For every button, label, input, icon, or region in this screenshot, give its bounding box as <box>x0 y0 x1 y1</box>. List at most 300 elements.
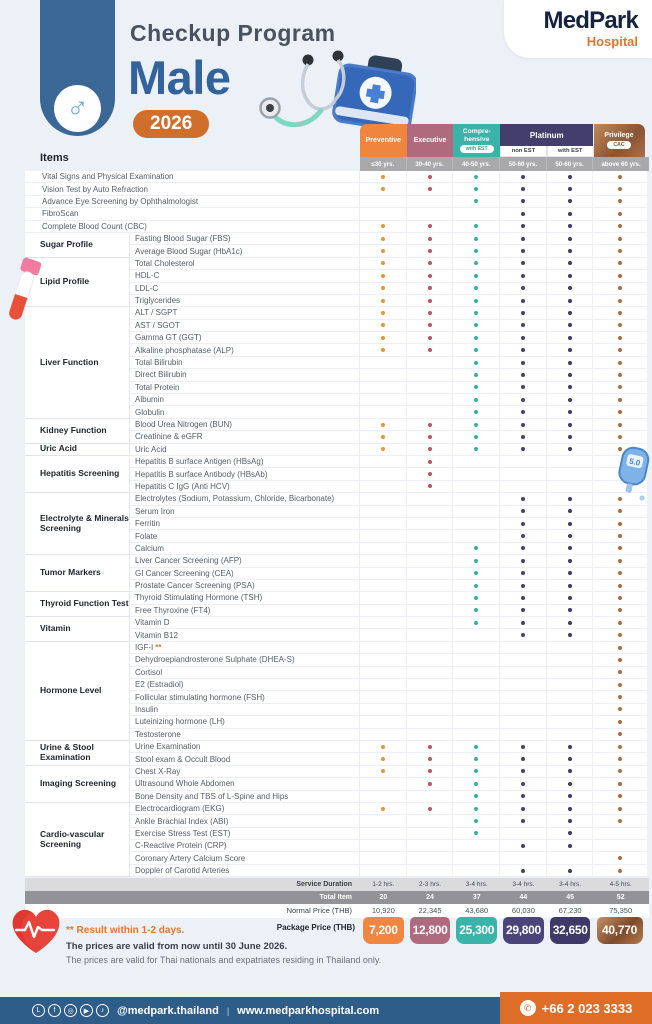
inclusion-cell <box>500 852 547 864</box>
gender-ribbon <box>40 0 115 136</box>
youtube-icon[interactable]: ▶ <box>80 1004 93 1017</box>
inclusion-cell <box>407 679 454 691</box>
inclusion-cell <box>593 803 648 815</box>
included-dot <box>521 187 525 191</box>
included-dot <box>618 175 622 179</box>
item-name: Vision Test by Auto Refraction <box>25 183 360 195</box>
inclusion-cell <box>407 456 454 468</box>
included-dot <box>618 683 622 687</box>
inclusion-cell <box>500 865 547 877</box>
inclusion-cell <box>500 555 547 567</box>
logo-subtitle: Hospital <box>586 34 638 49</box>
included-dot <box>474 559 478 563</box>
included-dot <box>521 807 525 811</box>
platinum-with-est-subheader: with EST <box>547 146 594 157</box>
inclusion-cell <box>500 629 547 641</box>
inclusion-cell <box>407 642 454 654</box>
inclusion-cell <box>453 245 500 257</box>
included-dot <box>381 237 385 241</box>
inclusion-cell <box>593 183 648 195</box>
inclusion-cell <box>407 171 454 183</box>
column-header-platinum <box>500 124 593 146</box>
inclusion-cell <box>500 580 547 592</box>
included-dot <box>618 336 622 340</box>
inclusion-cell <box>593 543 648 555</box>
inclusion-cell <box>453 766 500 778</box>
glucose-value: 5.0 <box>628 456 642 468</box>
inclusion-cell <box>453 444 500 456</box>
included-dot <box>474 311 478 315</box>
duration-value: 4-5 hrs. <box>609 881 632 888</box>
normal-price-value: 60,030 <box>511 906 535 916</box>
included-dot <box>521 175 525 179</box>
inclusion-cell <box>500 183 547 195</box>
inclusion-cell <box>453 208 500 220</box>
inclusion-cell <box>500 295 547 307</box>
included-dot <box>474 175 478 179</box>
included-dot <box>568 497 572 501</box>
included-dot <box>618 571 622 575</box>
inclusion-cell <box>360 803 407 815</box>
duration-value: 3-4 hrs. <box>512 881 535 888</box>
included-dot <box>618 670 622 674</box>
inclusion-cell <box>453 493 500 505</box>
included-dot <box>428 348 432 352</box>
included-dot <box>428 175 432 179</box>
duration-value: 1-2 hrs. <box>372 881 395 888</box>
inclusion-cell <box>593 580 648 592</box>
item-name: Luteinizing hormone (LH) <box>130 716 360 728</box>
inclusion-cell <box>500 716 547 728</box>
inclusion-cell <box>407 431 454 443</box>
inclusion-cell <box>407 493 454 505</box>
item-name: Total Bilirubin <box>130 357 360 369</box>
age-range-row <box>360 157 649 171</box>
item-name: Doppler of Carotid Arteries <box>130 865 360 877</box>
inclusion-cell <box>593 865 648 877</box>
included-dot <box>568 447 572 451</box>
inclusion-cell <box>407 283 454 295</box>
included-dot <box>568 571 572 575</box>
inclusion-cell <box>453 716 500 728</box>
inclusion-cell <box>500 791 547 803</box>
included-dot <box>618 398 622 402</box>
platinum-subcolumns <box>500 146 593 157</box>
included-dot <box>428 807 432 811</box>
included-dot <box>568 336 572 340</box>
inclusion-cell <box>360 506 407 518</box>
inclusion-cell <box>593 258 648 270</box>
inclusion-cell <box>500 506 547 518</box>
column-label: Compre- <box>462 128 491 136</box>
included-dot <box>521 782 525 786</box>
inclusion-cell <box>453 828 500 840</box>
included-dot <box>618 249 622 253</box>
inclusion-cell <box>547 865 594 877</box>
inclusion-cell <box>500 221 547 233</box>
inclusion-cell <box>593 691 648 703</box>
cac-badge: CAC <box>607 141 630 149</box>
inclusion-cell <box>360 791 407 803</box>
inclusion-cell <box>500 828 547 840</box>
inclusion-cell <box>593 555 648 567</box>
inclusion-cell <box>500 369 547 381</box>
inclusion-cell <box>360 518 407 530</box>
inclusion-cell <box>407 258 454 270</box>
inclusion-cell <box>593 729 648 741</box>
inclusion-cell <box>593 852 648 864</box>
included-dot <box>568 261 572 265</box>
inclusion-cell <box>453 357 500 369</box>
included-dot <box>428 261 432 265</box>
inclusion-cell <box>593 295 648 307</box>
inclusion-cell <box>500 245 547 257</box>
inclusion-cell <box>593 716 648 728</box>
included-dot <box>428 484 432 488</box>
inclusion-cell <box>593 171 648 183</box>
included-dot <box>381 336 385 340</box>
inclusion-cell <box>360 828 407 840</box>
inclusion-cell <box>593 394 648 406</box>
inclusion-cell <box>453 803 500 815</box>
included-dot <box>474 261 478 265</box>
inclusion-cell <box>547 270 594 282</box>
inclusion-cell <box>500 766 547 778</box>
package-price-platinum-non-est: 29,800 <box>503 917 544 944</box>
included-dot <box>381 447 385 451</box>
total-item-label: Total Item <box>319 894 352 901</box>
included-dot <box>474 398 478 402</box>
item-name: Creatinine & eGFR <box>130 431 360 443</box>
included-dot <box>521 509 525 513</box>
website-url[interactable]: www.medparkhospital.com <box>237 1004 380 1017</box>
inclusion-cell <box>453 654 500 666</box>
included-dot <box>381 323 385 327</box>
validity-note: The prices are valid from now until 30 June 2026. <box>66 941 288 952</box>
item-name: Coronary Artery Calcium Score <box>130 852 360 864</box>
included-dot <box>381 757 385 761</box>
inclusion-cell <box>547 803 594 815</box>
inclusion-cell <box>360 530 407 542</box>
inclusion-cell <box>547 555 594 567</box>
inclusion-cell <box>360 654 407 666</box>
normal-price-value: 67,230 <box>558 906 582 916</box>
inclusion-cell <box>453 394 500 406</box>
inclusion-cell <box>407 270 454 282</box>
inclusion-cell <box>360 419 407 431</box>
inclusion-cell <box>547 791 594 803</box>
phone-contact[interactable] <box>500 992 652 1024</box>
item-name: Dehydroepiandrosterone Sulphate (DHEA-S) <box>130 654 360 666</box>
inclusion-cell <box>453 221 500 233</box>
inclusion-cell <box>407 196 454 208</box>
inclusion-cell <box>360 691 407 703</box>
included-dot <box>474 423 478 427</box>
included-dot <box>521 757 525 761</box>
inclusion-cell <box>547 741 594 753</box>
inclusion-cell <box>547 493 594 505</box>
item-name: Calcium <box>130 543 360 555</box>
inclusion-cell <box>407 605 454 617</box>
included-dot <box>521 274 525 278</box>
inclusion-cell <box>593 642 648 654</box>
item-name: Fasting Blood Sugar (FBS) <box>130 233 360 245</box>
inclusion-cell <box>360 543 407 555</box>
instagram-icon[interactable]: ◎ <box>64 1004 77 1017</box>
inclusion-cell <box>547 245 594 257</box>
inclusion-cell <box>547 506 594 518</box>
inclusion-cell <box>360 840 407 852</box>
inclusion-cell <box>593 667 648 679</box>
phone-number[interactable]: +66 2 023 3333 <box>541 1000 633 1016</box>
inclusion-cell <box>453 431 500 443</box>
inclusion-cell <box>360 196 407 208</box>
inclusion-cell <box>407 245 454 257</box>
included-dot <box>521 373 525 377</box>
included-dot <box>521 447 525 451</box>
included-dot <box>568 769 572 773</box>
phone-icon: ✆ <box>520 1000 536 1016</box>
inclusion-cell <box>407 357 454 369</box>
included-dot <box>521 497 525 501</box>
inclusion-cell <box>360 617 407 629</box>
footnote-asterisks: ** <box>155 643 162 653</box>
inclusion-cell <box>360 852 407 864</box>
included-dot <box>568 224 572 228</box>
included-dot <box>521 769 525 773</box>
package-price-executive: 12,800 <box>410 917 451 944</box>
included-dot <box>521 794 525 798</box>
included-dot <box>618 745 622 749</box>
tiktok-icon[interactable]: ♪ <box>96 1004 109 1017</box>
group-label: Urine & Stool Examination <box>25 741 130 766</box>
included-dot <box>618 707 622 711</box>
social-handle[interactable]: @medpark.thailand <box>117 1004 219 1017</box>
included-dot <box>474 224 478 228</box>
item-name: IGF-I ** <box>130 642 360 654</box>
inclusion-cell <box>547 654 594 666</box>
glucose-meter-icon <box>618 446 650 506</box>
item-name: Direct Bilirubin <box>130 369 360 381</box>
included-dot <box>568 534 572 538</box>
included-dot <box>568 286 572 290</box>
inclusion-cell <box>547 828 594 840</box>
included-dot <box>428 447 432 451</box>
item-name: Uric Acid <box>130 444 360 456</box>
inclusion-cell <box>407 629 454 641</box>
inclusion-cell <box>360 815 407 827</box>
inclusion-cell <box>360 208 407 220</box>
inclusion-cell <box>547 543 594 555</box>
included-dot <box>381 769 385 773</box>
inclusion-cell <box>593 766 648 778</box>
included-dot <box>521 361 525 365</box>
inclusion-cell <box>547 518 594 530</box>
included-dot <box>474 348 478 352</box>
included-dot <box>428 299 432 303</box>
inclusion-cell <box>453 344 500 356</box>
inclusion-cell <box>453 580 500 592</box>
included-dot <box>474 373 478 377</box>
inclusion-cell <box>500 357 547 369</box>
included-dot <box>568 212 572 216</box>
inclusion-cell <box>500 493 547 505</box>
platinum-non-est-subheader: non EST <box>500 146 547 157</box>
inclusion-cell <box>547 208 594 220</box>
normal-price-value: 10,920 <box>371 906 395 916</box>
item-name: AST / SGOT <box>130 320 360 332</box>
included-dot <box>381 745 385 749</box>
included-dot <box>568 869 572 873</box>
included-dot <box>618 819 622 823</box>
included-dot <box>618 559 622 563</box>
line-icon[interactable]: L <box>32 1004 45 1017</box>
included-dot <box>428 782 432 786</box>
inclusion-cell <box>407 580 454 592</box>
inclusion-cell <box>500 307 547 319</box>
inclusion-cell <box>547 320 594 332</box>
included-dot <box>618 435 622 439</box>
inclusion-cell <box>547 406 594 418</box>
included-dot <box>618 769 622 773</box>
inclusion-cell <box>360 332 407 344</box>
inclusion-cell <box>593 332 648 344</box>
item-name: Liver Cancer Screening (AFP) <box>130 555 360 567</box>
included-dot <box>428 237 432 241</box>
normal-price-value: 22,345 <box>418 906 442 916</box>
item-name: Cortisol <box>130 667 360 679</box>
included-dot <box>568 175 572 179</box>
included-dot <box>521 423 525 427</box>
item-name: Vitamin D <box>130 617 360 629</box>
item-name: Bone Density and TBS of L-Spine and Hips <box>130 791 360 803</box>
included-dot <box>474 769 478 773</box>
facebook-icon[interactable]: f <box>48 1004 61 1017</box>
included-dot <box>568 398 572 402</box>
inclusion-cell <box>360 431 407 443</box>
included-dot <box>568 187 572 191</box>
included-dot <box>618 608 622 612</box>
inclusion-cell <box>453 753 500 765</box>
included-dot <box>428 769 432 773</box>
group-label: Electrolyte & Minerals Screening <box>25 493 130 555</box>
package-price-platinum-with-est: 32,650 <box>550 917 591 944</box>
included-dot <box>381 807 385 811</box>
inclusion-cell <box>360 456 407 468</box>
inclusion-cell <box>360 716 407 728</box>
inclusion-cell <box>593 518 648 530</box>
inclusion-cell <box>547 530 594 542</box>
included-dot <box>521 199 525 203</box>
inclusion-cell <box>360 320 407 332</box>
included-dot <box>474 237 478 241</box>
duration-value: 3-4 hrs. <box>465 881 488 888</box>
included-dot <box>428 472 432 476</box>
included-dot <box>618 782 622 786</box>
group-label: Liver Function <box>25 307 130 419</box>
inclusion-cell <box>547 605 594 617</box>
inclusion-cell <box>547 840 594 852</box>
inclusion-cell <box>407 654 454 666</box>
inclusion-cell <box>453 468 500 480</box>
inclusion-cell <box>593 233 648 245</box>
inclusion-cell <box>547 456 594 468</box>
inclusion-cell <box>453 791 500 803</box>
inclusion-cell <box>453 233 500 245</box>
inclusion-cell <box>360 605 407 617</box>
inclusion-cell <box>593 605 648 617</box>
item-name: Testosterone <box>130 729 360 741</box>
service-duration-row <box>25 878 649 891</box>
inclusion-cell <box>407 344 454 356</box>
item-name: Ferritin <box>130 518 360 530</box>
included-dot <box>618 757 622 761</box>
item-name: Hepatitis B surface Antibody (HBsAb) <box>130 468 360 480</box>
age-range: 30-40 yrs. <box>407 157 454 171</box>
item-name: Stool exam & Occult Blood <box>130 753 360 765</box>
inclusion-cell <box>500 444 547 456</box>
included-dot <box>618 323 622 327</box>
group-label: Hepatitis Screening <box>25 456 130 493</box>
included-dot <box>521 323 525 327</box>
column-label: Privilege <box>604 132 634 140</box>
inclusion-cell <box>453 258 500 270</box>
included-dot <box>618 311 622 315</box>
inclusion-cell <box>407 691 454 703</box>
included-dot <box>568 509 572 513</box>
inclusion-cell <box>453 295 500 307</box>
inclusion-cell <box>500 419 547 431</box>
item-name: Electrolytes (Sodium, Potassium, Chloride, Bicarbonate) <box>130 493 360 505</box>
inclusion-cell <box>593 357 648 369</box>
included-dot <box>568 249 572 253</box>
included-dot <box>568 435 572 439</box>
included-dot <box>474 299 478 303</box>
inclusion-cell <box>500 456 547 468</box>
inclusion-cell <box>547 753 594 765</box>
inclusion-cell <box>593 741 648 753</box>
included-dot <box>381 299 385 303</box>
included-dot <box>618 695 622 699</box>
footer-separator: | <box>226 1005 230 1016</box>
included-dot <box>521 348 525 352</box>
item-name: Ultrasound Whole Abdomen <box>130 778 360 790</box>
item-name: Insulin <box>130 704 360 716</box>
inclusion-cell <box>593 320 648 332</box>
included-dot <box>521 224 525 228</box>
inclusion-cell <box>500 382 547 394</box>
item-name: Alkaline phosphatase (ALP) <box>130 344 360 356</box>
duration-value: 2-3 hrs. <box>419 881 442 888</box>
inclusion-cell <box>407 208 454 220</box>
inclusion-cell <box>360 679 407 691</box>
item-name: Total Protein <box>130 382 360 394</box>
package-price-comprehensive: 25,300 <box>456 917 497 944</box>
inclusion-cell <box>407 592 454 604</box>
included-dot <box>521 819 525 823</box>
items-column-header: Items <box>40 152 69 164</box>
included-dot <box>568 633 572 637</box>
inclusion-cell <box>453 617 500 629</box>
inclusion-cell <box>407 828 454 840</box>
inclusion-cell <box>593 753 648 765</box>
inclusion-cell <box>547 642 594 654</box>
inclusion-cell <box>360 741 407 753</box>
inclusion-cell <box>547 258 594 270</box>
inclusion-cell <box>593 828 648 840</box>
included-dot <box>381 423 385 427</box>
inclusion-cell <box>547 233 594 245</box>
